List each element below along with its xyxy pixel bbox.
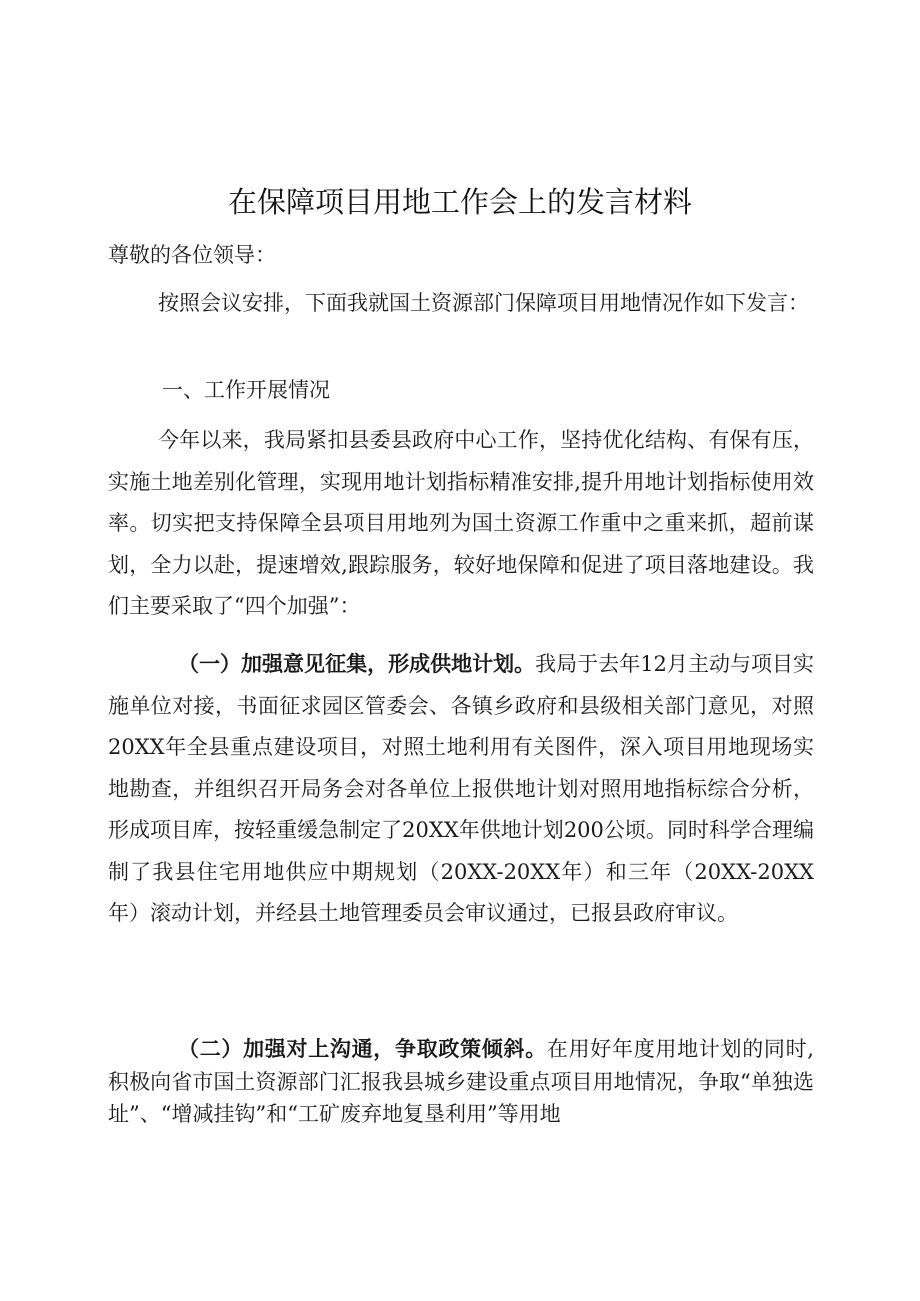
intro-paragraph: 按照会议安排，下面我就国土资源部门保障项目用地情况作如下发言： <box>158 291 809 315</box>
item-1-body: 我局于去年12月主动与项目实施单位对接，书面征求园区管委会、各镇乡政府和县级相关部门意见，对照20XX年全县重点建设项目，对照土地利用有关图件，深入项目用地现场实地勘查，并组织召开局务会对各单位上报供地计划对照用地指标综合分析，形成项目库，按轻重缓急制定了20XX年供地计划200公顷。同时科学合理编制了我县住宅用地供应中期规划（20XX-20XX年）和三年（20XX-20XX年）滚动计划，并经县土地管理委员会审议通过，已报县政府审议。 <box>108 652 814 925</box>
salutation: 尊敬的各位领导： <box>108 243 276 267</box>
item-2-body: 在用好年度用地计划的同时,积极向省市国土资源部门汇报我县城乡建设重点项目用地情况，争取“单独选址”、“增减挂钩”和“工矿废弃地复垦利用”等用地 <box>108 1037 814 1126</box>
item-1-heading: （一）加强意见征集，形成供地计划。 <box>178 651 536 676</box>
item-2-heading: （二）加强对上沟通，争取政策倾斜。 <box>178 1036 547 1061</box>
section-heading-work-progress: 一、工作开展情况 <box>162 378 330 402</box>
item-2-paragraph <box>108 1033 814 1131</box>
item-1-paragraph <box>108 643 814 935</box>
overview-paragraph: 今年以来，我局紧扣县委县政府中心工作，坚持优化结构、有保有压，实施土地差别化管理，实现用地计划指标精准安排,提升用地计划指标使用效率。切实把支持保障全县项目用地列为国土资源工作重中之重来抓，超前谋划，全力以赴，提速增效,跟踪服务，较好地保障和促进了项目落地建设。我们主要采取了“四个加强”： <box>108 428 814 618</box>
document-title: 在保障项目用地工作会上的发言材料 <box>227 185 692 219</box>
